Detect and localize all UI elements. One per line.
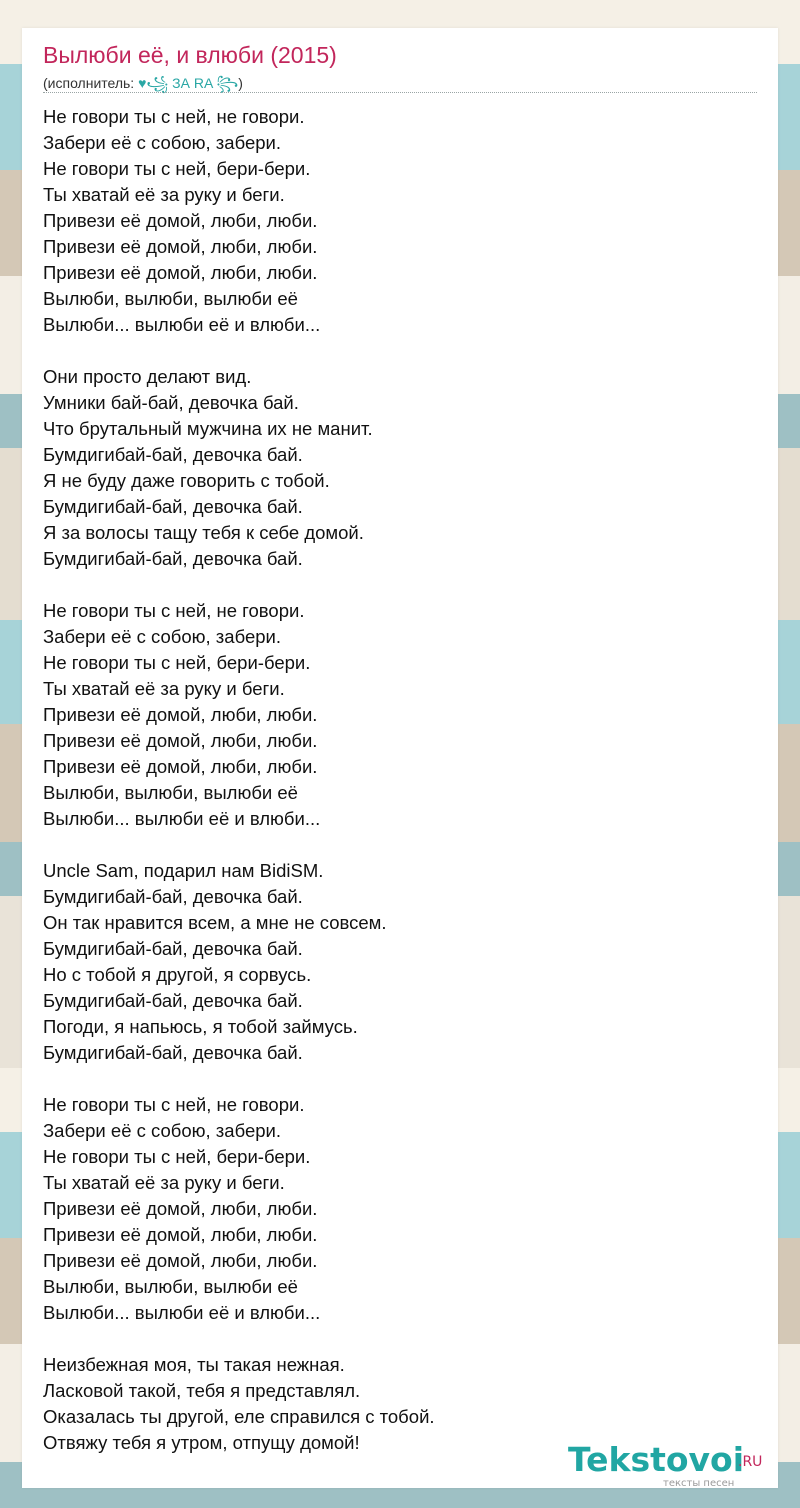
lyrics-line: Бумдигибай-бай, девочка бай. [43, 1042, 303, 1063]
lyrics-line: Умники бай-бай, девочка бай. [43, 392, 299, 413]
lyrics-text [43, 104, 757, 1482]
lyrics-line: Вылюби... вылюби её и влюби... [43, 1302, 321, 1323]
lyrics-line: Я за волосы тащу тебя к себе домой. [43, 522, 364, 543]
lyrics-line: Вылюби, вылюби, вылюби её [43, 288, 298, 309]
lyrics-line: Ты хватай её за руку и беги. [43, 1172, 285, 1193]
lyrics-line: Вылюби... вылюби её и влюби... [43, 808, 321, 829]
lyrics-line: Не говори ты с ней, бери-бери. [43, 652, 311, 673]
lyrics-stanza [43, 364, 757, 572]
lyrics-line: Не говори ты с ней, бери-бери. [43, 158, 311, 179]
logo-wordmark: Tekstovoi [568, 1440, 745, 1479]
lyrics-line: Привези её домой, люби, люби. [43, 262, 318, 283]
lyrics-line: Не говори ты с ней, не говори. [43, 1094, 305, 1115]
lyrics-line: Они просто делают вид. [43, 366, 252, 387]
lyrics-line: Забери её с собою, забери. [43, 132, 282, 153]
performer-prefix: (исполнитель: [43, 75, 139, 91]
lyrics-line: Не говори ты с ней, не говори. [43, 600, 305, 621]
lyrics-stanza [43, 1092, 757, 1326]
lyrics-line: Что брутальный мужчина их не манит. [43, 418, 373, 439]
lyrics-line: Отвяжу тебя я утром, отпущу домой! [43, 1432, 360, 1453]
logo-domain: .RU [738, 1454, 763, 1470]
lyrics-line: Он так нравится всем, а мне не совсем. [43, 912, 387, 933]
lyrics-line: Погоди, я напьюсь, я тобой займусь. [43, 1016, 358, 1037]
lyrics-line: Оказалась ты другой, еле справился с тобой. [43, 1406, 435, 1427]
lyrics-line: Вылюби, вылюби, вылюби её [43, 782, 298, 803]
lyrics-stanza [43, 858, 757, 1066]
lyrics-line: Бумдигибай-бай, девочка бай. [43, 938, 303, 959]
lyrics-line: Привези её домой, люби, люби. [43, 1198, 318, 1219]
lyrics-line: Ты хватай её за руку и беги. [43, 184, 285, 205]
lyrics-line: Бумдигибай-бай, девочка бай. [43, 990, 303, 1011]
lyrics-line: Я не буду даже говорить с тобой. [43, 470, 330, 491]
lyrics-line: Не говори ты с ней, бери-бери. [43, 1146, 311, 1167]
lyrics-line: Но с тобой я другой, я сорвусь. [43, 964, 312, 985]
performer-line [43, 72, 243, 101]
logo-tagline: тексты песен [663, 1478, 735, 1489]
site-logo[interactable] [568, 1440, 773, 1490]
lyrics-line: Привези её домой, люби, люби. [43, 210, 318, 231]
lyrics-line: Неизбежная моя, ты такая нежная. [43, 1354, 345, 1375]
lyrics-line: Бумдигибай-бай, девочка бай. [43, 444, 303, 465]
lyrics-line: Привези её домой, люби, люби. [43, 756, 318, 777]
performer-link[interactable]: ♥꧁ ЗА RA ꧂ [138, 75, 239, 91]
lyrics-line: Ласковой такой, тебя я представлял. [43, 1380, 361, 1401]
title-divider [43, 92, 757, 93]
lyrics-line: Не говори ты с ней, не говори. [43, 106, 305, 127]
lyrics-line: Вылюби... вылюби её и влюби... [43, 314, 321, 335]
lyrics-line: Привези её домой, люби, люби. [43, 236, 318, 257]
lyrics-line: Вылюби, вылюби, вылюби её [43, 1276, 298, 1297]
performer-suffix: ) [238, 75, 243, 91]
lyrics-stanza [43, 104, 757, 338]
lyrics-line: Привези её домой, люби, люби. [43, 1224, 318, 1245]
song-title: Вылюби её, и влюби (2015) [43, 42, 337, 68]
lyrics-line: Бумдигибай-бай, девочка бай. [43, 548, 303, 569]
lyrics-line: Забери её с собою, забери. [43, 1120, 282, 1141]
lyrics-line: Привези её домой, люби, люби. [43, 730, 318, 751]
lyrics-line: Забери её с собою, забери. [43, 626, 282, 647]
lyrics-line: Бумдигибай-бай, девочка бай. [43, 496, 303, 517]
lyrics-line: Uncle Sam, подарил нам BidiSM. [43, 860, 324, 881]
lyrics-line: Привези её домой, люби, люби. [43, 1250, 318, 1271]
lyrics-line: Ты хватай её за руку и беги. [43, 678, 285, 699]
lyrics-line: Привези её домой, люби, люби. [43, 704, 318, 725]
lyrics-line: Бумдигибай-бай, девочка бай. [43, 886, 303, 907]
lyrics-stanza [43, 598, 757, 832]
